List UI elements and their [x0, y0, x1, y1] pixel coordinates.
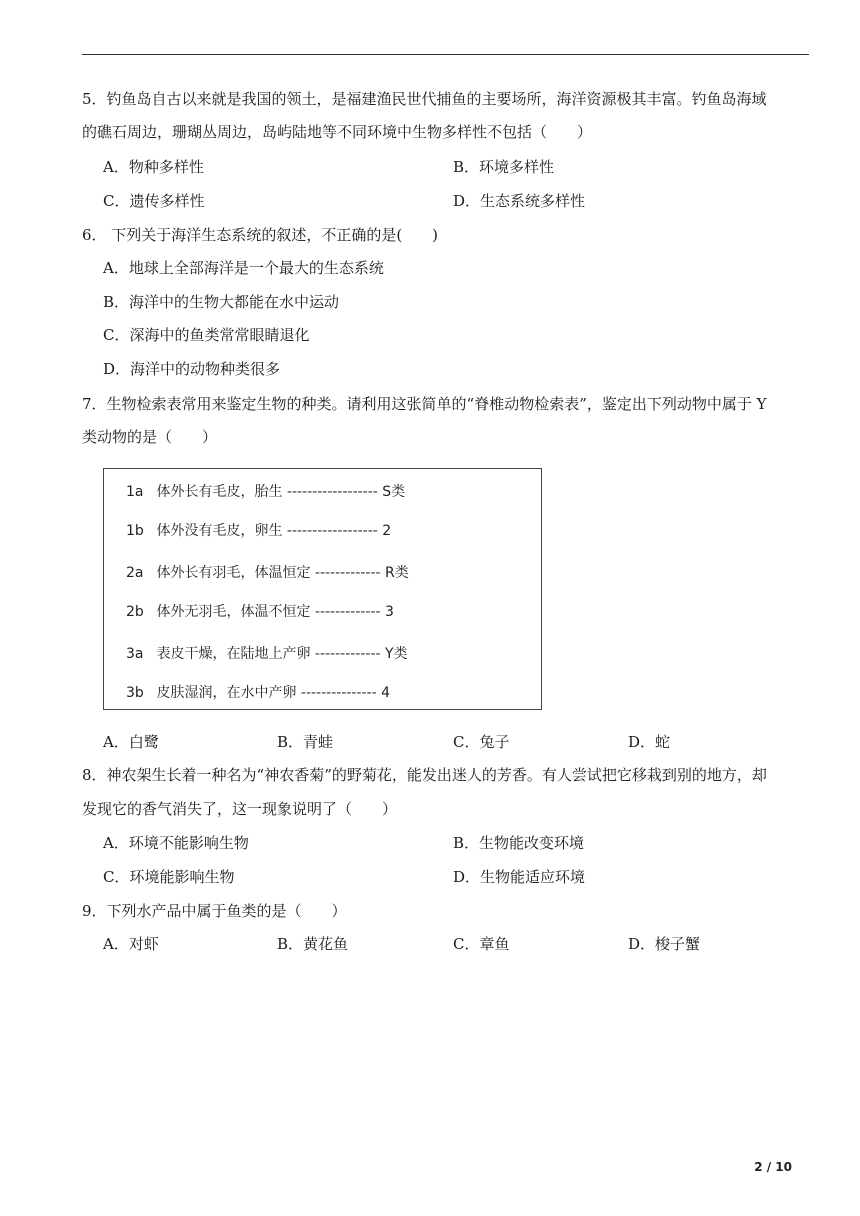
q8-option-c: C．环境能影响生物	[103, 868, 235, 886]
q8-stem-line1: 8．神农架生长着一种名为“神农香菊”的野菊花，能发出迷人的芳香。有人尝试把它移栽到别的地方，却	[82, 766, 767, 784]
key-text: 皮肤湿润，在水中产卵	[156, 685, 297, 701]
key-code: 1a	[126, 484, 144, 500]
key-text: 体外长有毛皮，胎生	[156, 484, 283, 500]
key-dashes: ------------------	[286, 523, 378, 539]
q7-option-d: D．蛇	[628, 733, 671, 751]
q5-stem-line1: 5．钓鱼岛自古以来就是我国的领土，是福建渔民世代捕鱼的主要场所，海洋资源极其丰富。钓鱼岛海域	[82, 90, 767, 108]
q7-option-b: B．青蛙	[277, 733, 334, 751]
key-result: R类	[385, 565, 409, 581]
key-dashes: ---------------	[300, 685, 377, 701]
q5-option-a: A．物种多样性	[103, 158, 204, 176]
q6-option-b: B．海洋中的生物大都能在水中运动	[103, 293, 340, 311]
header-rule	[82, 54, 809, 55]
key-row	[126, 643, 408, 665]
key-row	[126, 520, 391, 542]
q6-option-a: A．地球上全部海洋是一个最大的生态系统	[103, 259, 384, 277]
key-row	[126, 562, 409, 584]
q7-option-a: A．白鹭	[103, 733, 159, 751]
key-row	[126, 481, 405, 503]
key-result: 2	[382, 523, 392, 539]
key-dashes: -------------	[314, 646, 381, 662]
q6-option-d: D．海洋中的动物种类很多	[103, 360, 281, 378]
q8-stem-line2: 发现它的香气消失了，这一现象说明了（ ）	[82, 800, 398, 818]
key-code: 3a	[126, 646, 144, 662]
q9-option-d: D．梭子蟹	[628, 935, 701, 953]
key-result: Y类	[385, 646, 408, 662]
q9-option-b: B．黄花鱼	[277, 935, 349, 953]
key-text: 体外没有毛皮，卵生	[156, 523, 283, 539]
q9-option-c: C．章鱼	[453, 935, 510, 953]
key-dashes: -------------	[314, 565, 381, 581]
q7-option-c: C．兔子	[453, 733, 510, 751]
key-result: 3	[385, 604, 394, 620]
key-text: 体外长有羽毛，体温恒定	[156, 565, 311, 581]
key-result: 4	[381, 685, 391, 701]
key-code: 2a	[126, 565, 144, 581]
key-text: 表皮干燥，在陆地上产卵	[156, 646, 311, 662]
q5-option-c: C．遗传多样性	[103, 192, 205, 210]
q9-stem: 9．下列水产品中属于鱼类的是（ ）	[82, 902, 347, 920]
q6-option-c: C．深海中的鱼类常常眼睛退化	[103, 326, 310, 344]
q9-option-a: A．对虾	[103, 935, 159, 953]
q5-stem-line2: 的礁石周边，珊瑚丛周边，岛屿陆地等不同环境中生物多样性不包括（ ）	[82, 123, 593, 141]
q5-option-d: D．生态系统多样性	[453, 192, 586, 210]
q6-stem: 6． 下列关于海洋生态系统的叙述，不正确的是( )	[82, 226, 439, 244]
key-dashes: -------------	[314, 604, 381, 620]
q7-stem-line1: 7．生物检索表常用来鉴定生物的种类。请利用这张简单的“脊椎动物检索表”，鉴定出下列动物中属于 Y	[82, 395, 767, 413]
key-row	[126, 601, 394, 623]
key-result: S类	[382, 484, 406, 500]
q7-stem-line2: 类动物的是（ ）	[82, 428, 218, 446]
key-row	[126, 682, 390, 704]
page-number: 2 / 10	[754, 1160, 792, 1174]
q8-option-d: D．生物能适应环境	[453, 868, 586, 886]
q8-option-a: A．环境不能影响生物	[103, 834, 249, 852]
q8-option-b: B．生物能改变环境	[453, 834, 585, 852]
key-code: 3b	[126, 685, 144, 701]
key-dashes: ------------------	[286, 484, 378, 500]
vertebrate-key-table	[103, 468, 542, 710]
q5-option-b: B．环境多样性	[453, 158, 555, 176]
key-code: 1b	[126, 523, 144, 539]
key-text: 体外无羽毛，体温不恒定	[156, 604, 311, 620]
key-code: 2b	[126, 604, 144, 620]
